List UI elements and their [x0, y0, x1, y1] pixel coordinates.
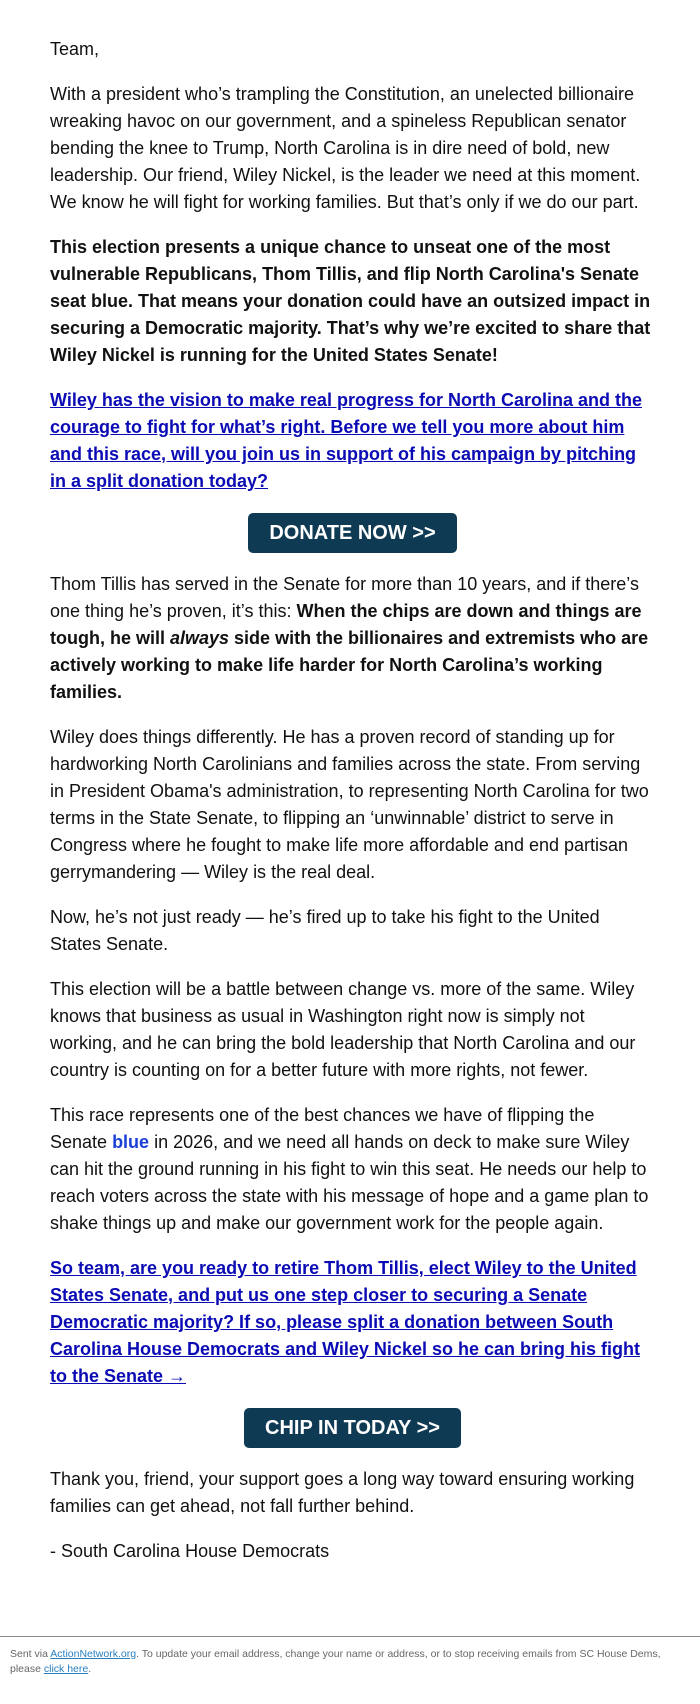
paragraph-intro: With a president who’s trampling the Constitution, an unelected billionaire wreaking havoc on our government, and a spineless Republican senator bending the knee to Trump, North Carolina is in dire need of bold, new leadership. Our friend, Wiley Nickel, is the leader we need at this moment. We know he will fight for working families. But that’s only if we do our part.: [50, 84, 641, 212]
unsubscribe-link[interactable]: click here: [43, 1663, 89, 1675]
tillis-intro: Thom Tillis has served in the Senate for more than 10 years, and if there’s one thing he’s proven, it’s this:: [50, 574, 639, 621]
chip-in-today-button[interactable]: CHIP IN TODAY >>: [244, 1408, 461, 1448]
paragraph-race: [50, 1102, 655, 1237]
signature: - South Carolina House Democrats: [50, 1541, 330, 1561]
paragraph-thanks: Thank you, friend, your support goes a long way toward ensuring working families can get ahead, not fall further behind.: [50, 1469, 635, 1516]
footer-prefix: Sent via: [10, 1648, 51, 1660]
email-footer: [0, 1636, 700, 1704]
paragraph-battle: This election will be a battle between change vs. more of the same. Wiley knows that business as usual in Washington right now is simply not working, and he can bring the bold leadership that North Carolina and our country is counting on for a better future with more rights, not fewer.: [50, 979, 636, 1080]
donation-pitch: [50, 387, 655, 495]
race-text-a: This race represents one of the best chances we have of flipping the Senate: [50, 1105, 595, 1152]
footer-suffix: .: [88, 1663, 92, 1675]
actionnetwork-link[interactable]: ActionNetwork.org: [50, 1648, 137, 1660]
footer-middle: . To update your email address, change your name or address, or to stop receiving emails from SC House Dems, please: [10, 1648, 661, 1675]
chip-in-button-wrap: [50, 1408, 655, 1448]
donation-pitch-link[interactable]: Wiley has the vision to make real progress for North Carolina and the courage to fight for what’s right. Before we tell you more about him and this race, will you join us in support of his campaign by pitching in a split donation today?: [50, 390, 642, 491]
donate-now-button[interactable]: DONATE NOW >>: [248, 513, 456, 553]
split-donation-pitch: [50, 1255, 655, 1390]
tillis-bold-always: always: [170, 628, 230, 648]
tillis-bold-b: side with the billionaires and extremists who are actively working to make life harder for North Carolina’s working families.: [50, 628, 649, 702]
race-blue-word: blue: [112, 1132, 150, 1152]
paragraph-wiley-record: Wiley does things differently. He has a proven record of standing up for hardworking North Carolinians and families across the state. From serving in President Obama's administration, to representing North Carolina for two terms in the State Senate, to flipping an ‘unwinnable’ district to serve in Congress where he fought to make life more affordable and end partisan gerrymandering — Wiley is the real deal.: [50, 727, 649, 882]
paragraph-election: This election presents a unique chance to unseat one of the most vulnerable Republicans, Thom Tillis, and flip North Carolina's Senate seat blue. That means your donation could have an outsized impact in securing a Democratic majority. That’s why we’re excited to share that Wiley Nickel is running for the United States Senate!: [50, 237, 651, 365]
tillis-bold-a: When the chips are down and things are tough, he will: [50, 601, 642, 648]
paragraph-fired-up: Now, he’s not just ready — he’s fired up to take his fight to the United States Senate.: [50, 907, 600, 954]
paragraph-tillis: [50, 571, 655, 706]
race-text-b: in 2026, and we need all hands on deck to make sure Wiley can hit the ground running in his fight to win this seat. He needs our help to reach voters across the state with his message of hope and a game plan to shake things up and make our government work for the people again.: [50, 1132, 649, 1233]
email-body: [50, 36, 655, 1583]
greeting: Team,: [50, 39, 100, 59]
donate-button-wrap: [50, 513, 655, 553]
split-donation-link[interactable]: So team, are you ready to retire Thom Tillis, elect Wiley to the United States Senate, and put us one step closer to securing a Senate Democratic majority? If so, please split a donation between South Carolina House Democrats and Wiley Nickel so he can bring his fight to the Senate →: [50, 1258, 640, 1386]
